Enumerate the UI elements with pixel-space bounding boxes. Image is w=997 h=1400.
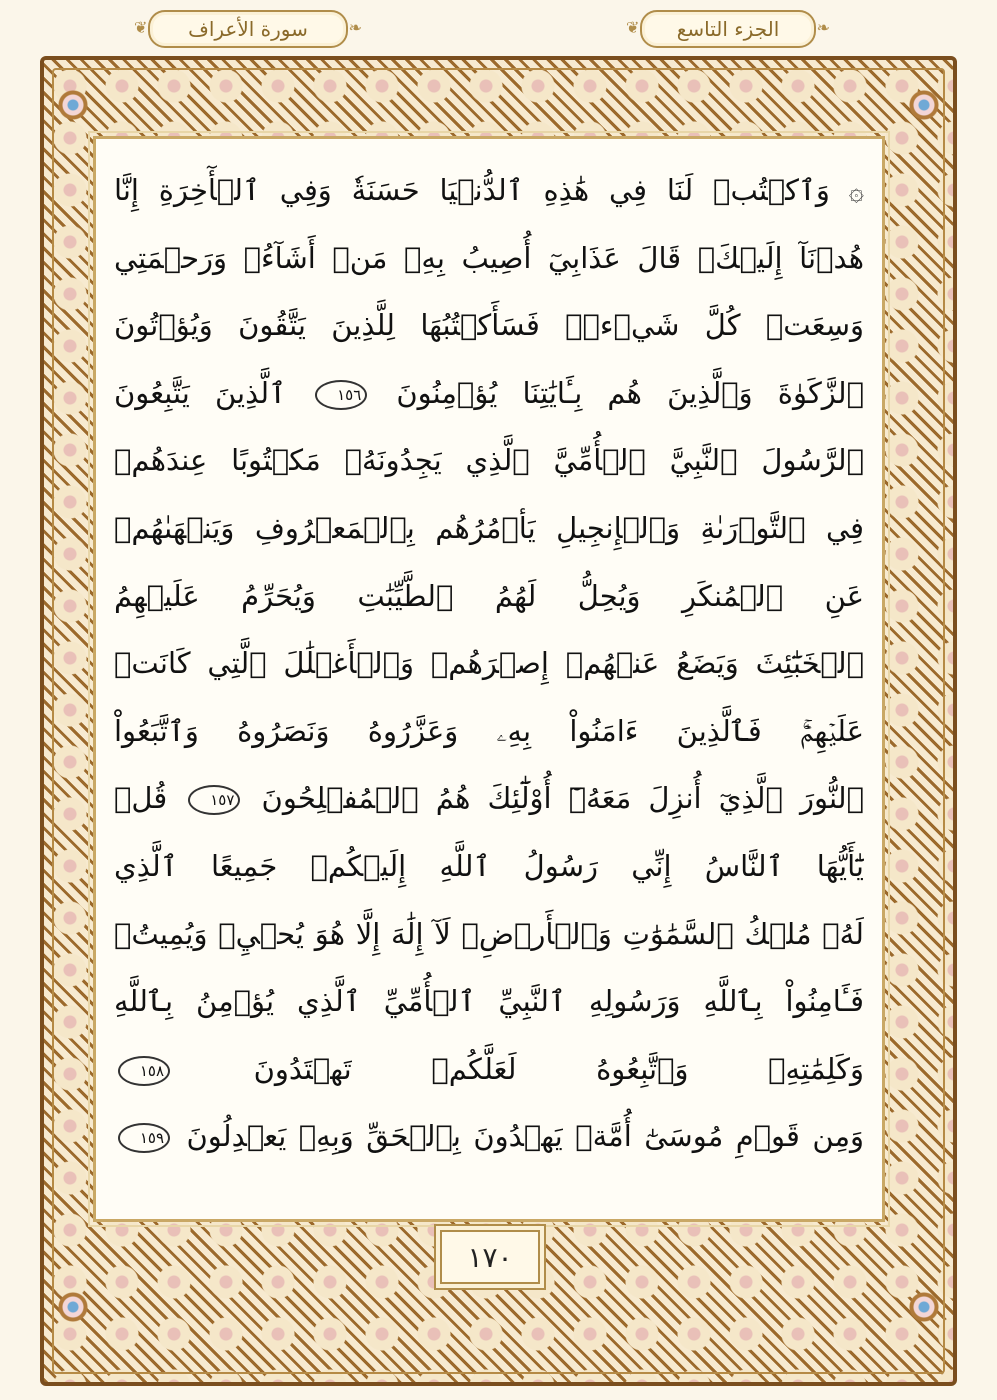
verse-text: ٱلرَّسُولَ ٱلنَّبِيَّ ٱلۡأُمِّيَّ ٱلَّذِي يَجِدُونَهُۥ مَكۡتُوبًا عِندَهُمۡ <box>114 443 864 478</box>
hizb-star-icon: ۞ <box>829 177 864 207</box>
corner-rosette-icon <box>909 90 939 120</box>
text-line <box>114 698 864 766</box>
text-panel <box>93 136 885 1222</box>
badge-ornament-icon: ❦ <box>134 18 148 37</box>
ayah-number-marker: ١٥٧ <box>188 785 240 815</box>
verse-text: وَسِعَتۡ كُلَّ شَيۡءٖۚ فَسَأَكۡتُبُهَا لِلَّذِينَ يَتَّقُونَ وَيُؤۡتُونَ <box>114 308 864 343</box>
juz-name-badge <box>626 10 830 48</box>
corner-rosette-icon <box>58 1292 88 1322</box>
text-line <box>114 901 864 969</box>
text-line <box>114 427 864 495</box>
text-line <box>114 833 864 901</box>
ayah-number-marker: ١٥٦ <box>315 380 367 410</box>
verse-text: ٱلۡخَبَٰٓئِثَ وَيَضَعُ عَنۡهُمۡ إِصۡرَهُمۡ وَٱلۡأَغۡلَٰلَ ٱلَّتِي كَانَتۡ <box>114 646 864 681</box>
page-number: ١٧٠ <box>440 1230 540 1284</box>
text-line <box>114 630 864 698</box>
corner-rosette-icon <box>909 1292 939 1322</box>
surah-name-badge <box>134 10 362 48</box>
verse-text: وَٱكۡتُبۡ لَنَا فِي هَٰذِهِ ٱلدُّنۡيَا حَسَنَةٗ وَفِي ٱلۡأٓخِرَةِ إِنَّا <box>114 173 830 207</box>
verse-text: يَٰٓأَيُّهَا ٱلنَّاسُ إِنِّي رَسُولُ ٱللَّهِ إِلَيۡكُمۡ جَمِيعًا ٱلَّذِي <box>114 848 864 883</box>
badge-ornament-icon: ❧ <box>348 18 362 37</box>
verse-text: وَمِن قَوۡمِ مُوسَىٰٓ أُمَّةٞ يَهۡدُونَ بِٱلۡحَقِّ وَبِهِۦ يَعۡدِلُونَ <box>186 1119 864 1154</box>
verse-text: وَكَلِمَٰتِهِۦ وَٱتَّبِعُوهُ لَعَلَّكُمۡ تَهۡتَدُونَ <box>253 1051 864 1086</box>
juz-name: الجزء التاسع <box>676 17 780 41</box>
badge-ornament-icon: ❦ <box>626 18 640 37</box>
ayah-number-marker: ١٥٨ <box>118 1056 170 1086</box>
verse-text: ٱلَّذِينَ يَتَّبِعُونَ <box>114 375 287 410</box>
verse-text: هُدۡنَآ إِلَيۡكَۚ قَالَ عَذَابِيٓ أُصِيبُ بِهِۦ مَنۡ أَشَآءُۖ وَرَحۡمَتِي <box>114 240 864 275</box>
text-line <box>114 360 864 428</box>
text-line <box>114 292 864 360</box>
text-line <box>114 765 864 833</box>
text-line <box>114 968 864 1036</box>
verse-text: فَـَٔامِنُواْ بِٱللَّهِ وَرَسُولِهِ ٱلنَّبِيِّ ٱلۡأُمِّيِّ ٱلَّذِي يُؤۡمِنُ بِٱللَّهِ <box>114 984 864 1019</box>
surah-name: سورة الأعراف <box>188 17 308 41</box>
verse-text: ٱلزَّكَوٰةَ وَٱلَّذِينَ هُم بِـَٔايَٰتِنَا يُؤۡمِنُونَ <box>396 375 864 410</box>
verse-text: لَهُۥ مُلۡكُ ٱلسَّمَٰوَٰتِ وَٱلۡأَرۡضِۖ لَآ إِلَٰهَ إِلَّا هُوَ يُحۡيِۦ وَيُمِيتُۖ <box>114 916 864 951</box>
text-line <box>114 225 864 293</box>
text-line <box>114 563 864 631</box>
text-line <box>114 1103 864 1171</box>
verse-text: عَلَيۡهِمۡۚ فَٱلَّذِينَ ءَامَنُواْ بِهِۦ وَعَزَّرُوهُ وَنَصَرُوهُ وَٱتَّبَعُواْ <box>114 713 864 748</box>
verse-text: قُلۡ <box>114 781 168 816</box>
corner-rosette-icon <box>58 90 88 120</box>
text-line <box>114 157 864 225</box>
verse-text: ٱلنُّورَ ٱلَّذِيٓ أُنزِلَ مَعَهُۥٓ أُوْلَٰٓئِكَ هُمُ ٱلۡمُفۡلِحُونَ <box>261 781 864 816</box>
verse-text: عَنِ ٱلۡمُنكَرِ وَيُحِلُّ لَهُمُ ٱلطَّيِّبَٰتِ وَيُحَرِّمُ عَلَيۡهِمُ <box>114 578 864 613</box>
badge-ornament-icon: ❧ <box>816 18 830 37</box>
verse-text: فِي ٱلتَّوۡرَىٰةِ وَٱلۡإِنجِيلِ يَأۡمُرُهُم بِٱلۡمَعۡرُوفِ وَيَنۡهَىٰهُمۡ <box>114 510 864 545</box>
quran-text <box>114 157 864 1171</box>
ayah-number-marker: ١٥٩ <box>118 1123 170 1153</box>
text-line <box>114 1036 864 1104</box>
text-line <box>114 495 864 563</box>
